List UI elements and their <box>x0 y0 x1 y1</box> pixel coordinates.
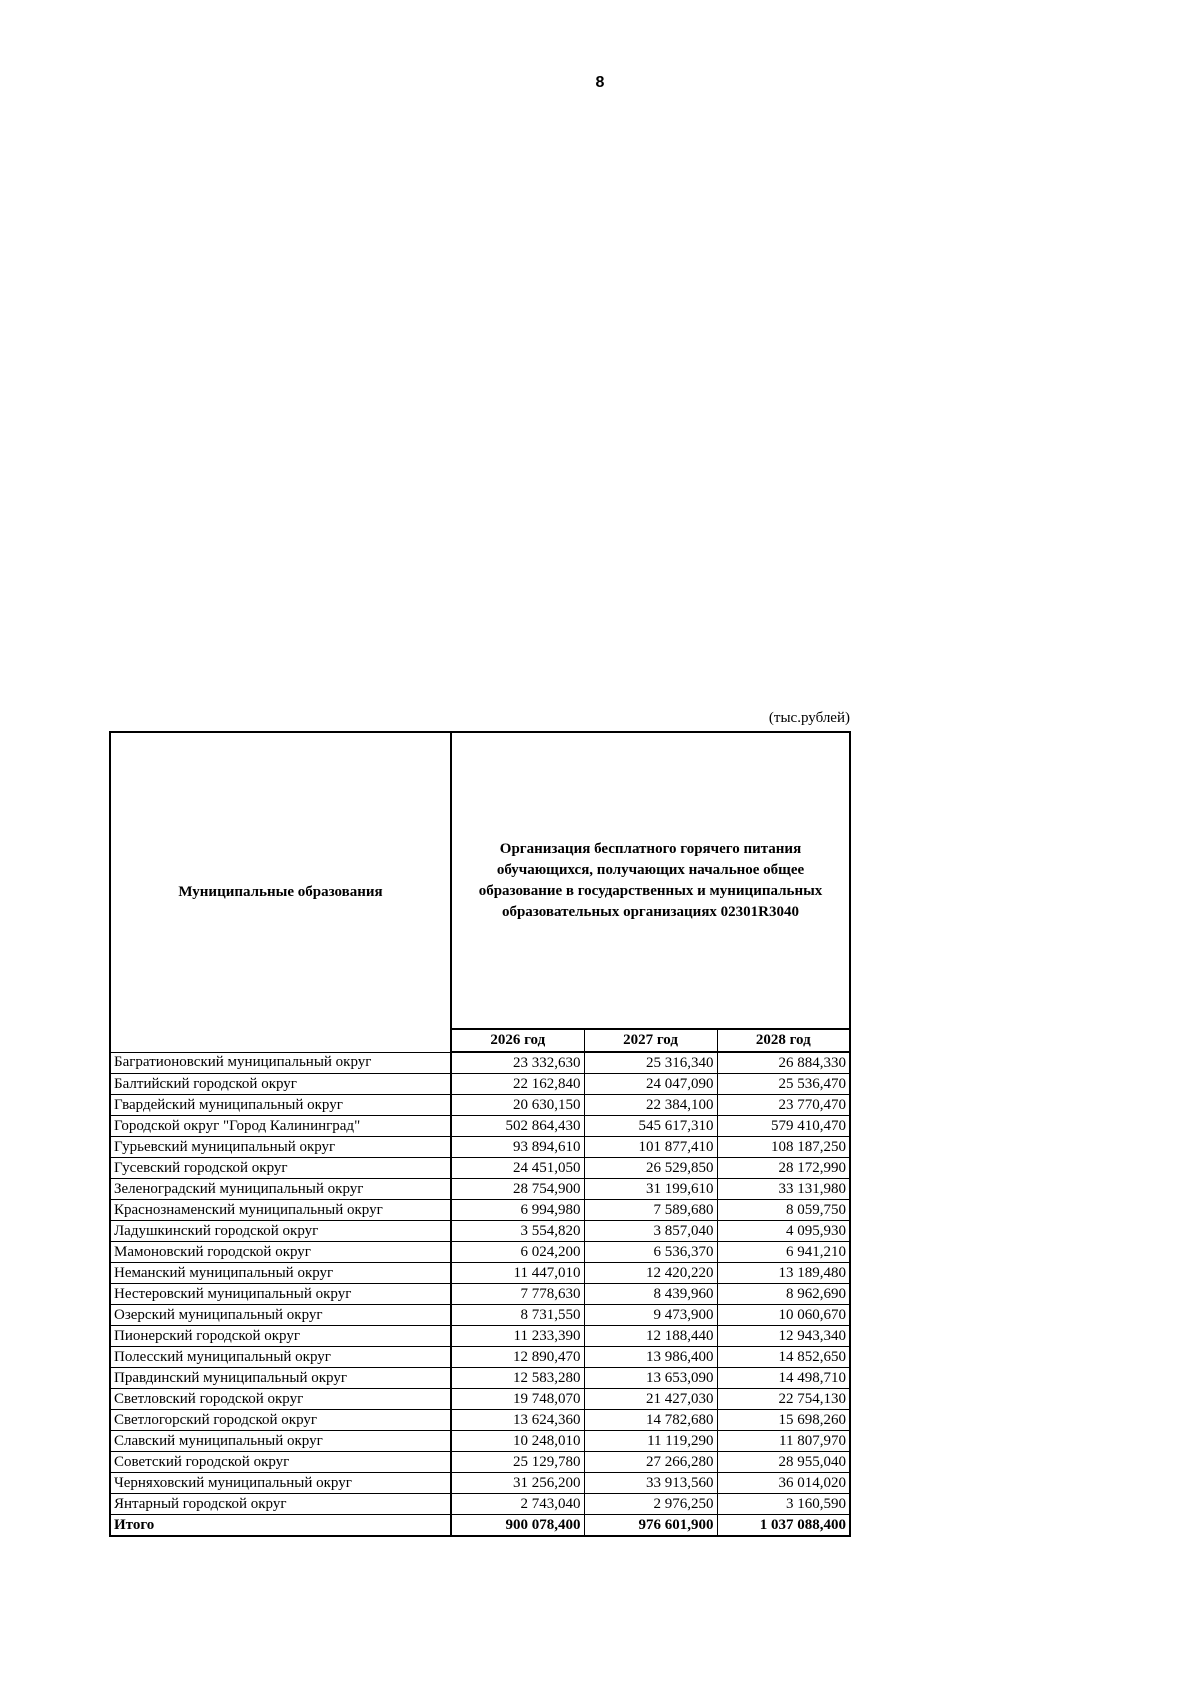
table-row <box>110 1158 850 1179</box>
table-row <box>110 1305 850 1326</box>
table-row <box>110 1095 850 1116</box>
table-body <box>110 1052 850 1536</box>
municipality-name: Нестеровский муниципальный округ <box>110 1284 451 1305</box>
value-2028: 8 059,750 <box>717 1200 850 1221</box>
table-row <box>110 1431 850 1452</box>
municipality-name: Гусевский городской округ <box>110 1158 451 1179</box>
value-2026: 6 024,200 <box>451 1242 584 1263</box>
value-2027: 27 266,280 <box>584 1452 717 1473</box>
year-header-2028: 2028 год <box>717 1029 850 1052</box>
municipality-name: Балтийский городской округ <box>110 1074 451 1095</box>
value-2028: 28 172,990 <box>717 1158 850 1179</box>
value-2027: 26 529,850 <box>584 1158 717 1179</box>
value-2028: 33 131,980 <box>717 1179 850 1200</box>
table-row <box>110 1368 850 1389</box>
table-row <box>110 1263 850 1284</box>
value-2026: 22 162,840 <box>451 1074 584 1095</box>
value-2028: 15 698,260 <box>717 1410 850 1431</box>
value-2026: 11 233,390 <box>451 1326 584 1347</box>
value-2026: 502 864,430 <box>451 1116 584 1137</box>
value-2027: 14 782,680 <box>584 1410 717 1431</box>
table-row <box>110 1494 850 1515</box>
municipality-name: Пионерский городской округ <box>110 1326 451 1347</box>
municipality-name: Багратионовский муниципальный округ <box>110 1052 451 1074</box>
value-2027: 8 439,960 <box>584 1284 717 1305</box>
total-label: Итого <box>110 1515 451 1537</box>
year-header-2026: 2026 год <box>451 1029 584 1052</box>
value-2026: 11 447,010 <box>451 1263 584 1284</box>
municipality-name: Мамоновский городской округ <box>110 1242 451 1263</box>
municipality-name: Светлогорский городской округ <box>110 1410 451 1431</box>
value-2028: 8 962,690 <box>717 1284 850 1305</box>
value-2026: 12 583,280 <box>451 1368 584 1389</box>
table-row <box>110 1052 850 1074</box>
table-row <box>110 1179 850 1200</box>
value-2028: 13 189,480 <box>717 1263 850 1284</box>
value-2028: 14 498,710 <box>717 1368 850 1389</box>
table-row <box>110 1347 850 1368</box>
value-2026: 23 332,630 <box>451 1052 584 1074</box>
value-2027: 9 473,900 <box>584 1305 717 1326</box>
table-row <box>110 1452 850 1473</box>
total-2026: 900 078,400 <box>451 1515 584 1537</box>
table-row <box>110 1326 850 1347</box>
value-2028: 6 941,210 <box>717 1242 850 1263</box>
value-2027: 3 857,040 <box>584 1221 717 1242</box>
value-2028: 22 754,130 <box>717 1389 850 1410</box>
municipality-name: Городской округ "Город Калининград" <box>110 1116 451 1137</box>
value-2028: 14 852,650 <box>717 1347 850 1368</box>
table-row <box>110 1137 850 1158</box>
municipality-name: Гвардейский муниципальный округ <box>110 1095 451 1116</box>
value-2026: 12 890,470 <box>451 1347 584 1368</box>
municipality-column-header: Муниципальные образования <box>110 732 451 1052</box>
value-2027: 6 536,370 <box>584 1242 717 1263</box>
municipality-name: Правдинский муниципальный округ <box>110 1368 451 1389</box>
units-label: (тыс.рублей) <box>768 710 850 726</box>
value-2028: 25 536,470 <box>717 1074 850 1095</box>
program-column-header: Организация бесплатного горячего питания обучающихся, получающих начальное общее образование в государственных и муниципальных образовательных организациях 02301R3040 <box>451 732 850 1029</box>
value-2027: 7 589,680 <box>584 1200 717 1221</box>
municipality-name: Краснознаменский муниципальный округ <box>110 1200 451 1221</box>
table-row <box>110 1473 850 1494</box>
budget-table <box>109 731 851 1537</box>
municipality-name: Ладушкинский городской округ <box>110 1221 451 1242</box>
value-2027: 13 986,400 <box>584 1347 717 1368</box>
municipality-name: Светловский городской округ <box>110 1389 451 1410</box>
total-2028: 1 037 088,400 <box>717 1515 850 1537</box>
municipality-name: Советский городской округ <box>110 1452 451 1473</box>
table-row <box>110 1389 850 1410</box>
value-2028: 26 884,330 <box>717 1052 850 1074</box>
value-2026: 24 451,050 <box>451 1158 584 1179</box>
municipality-name: Янтарный городской округ <box>110 1494 451 1515</box>
value-2026: 93 894,610 <box>451 1137 584 1158</box>
table-header-row <box>110 732 850 1029</box>
value-2026: 20 630,150 <box>451 1095 584 1116</box>
value-2027: 31 199,610 <box>584 1179 717 1200</box>
table-row <box>110 1284 850 1305</box>
value-2027: 21 427,030 <box>584 1389 717 1410</box>
page-number: 8 <box>595 74 605 91</box>
value-2028: 11 807,970 <box>717 1431 850 1452</box>
value-2026: 7 778,630 <box>451 1284 584 1305</box>
value-2028: 28 955,040 <box>717 1452 850 1473</box>
value-2027: 22 384,100 <box>584 1095 717 1116</box>
value-2028: 36 014,020 <box>717 1473 850 1494</box>
value-2026: 31 256,200 <box>451 1473 584 1494</box>
value-2027: 24 047,090 <box>584 1074 717 1095</box>
table-row <box>110 1221 850 1242</box>
municipality-name: Неманский муниципальный округ <box>110 1263 451 1284</box>
value-2027: 12 420,220 <box>584 1263 717 1284</box>
total-2027: 976 601,900 <box>584 1515 717 1537</box>
value-2028: 23 770,470 <box>717 1095 850 1116</box>
value-2026: 3 554,820 <box>451 1221 584 1242</box>
municipality-name: Зеленоградский муниципальный округ <box>110 1179 451 1200</box>
value-2028: 12 943,340 <box>717 1326 850 1347</box>
value-2027: 33 913,560 <box>584 1473 717 1494</box>
municipality-name: Гурьевский муниципальный округ <box>110 1137 451 1158</box>
value-2028: 108 187,250 <box>717 1137 850 1158</box>
municipality-name: Полесский муниципальный округ <box>110 1347 451 1368</box>
value-2026: 25 129,780 <box>451 1452 584 1473</box>
value-2027: 101 877,410 <box>584 1137 717 1158</box>
value-2027: 25 316,340 <box>584 1052 717 1074</box>
value-2028: 10 060,670 <box>717 1305 850 1326</box>
value-2026: 2 743,040 <box>451 1494 584 1515</box>
municipality-name: Озерский муниципальный округ <box>110 1305 451 1326</box>
table-row <box>110 1074 850 1095</box>
value-2026: 6 994,980 <box>451 1200 584 1221</box>
table-row <box>110 1200 850 1221</box>
value-2027: 12 188,440 <box>584 1326 717 1347</box>
total-row <box>110 1515 850 1537</box>
value-2026: 13 624,360 <box>451 1410 584 1431</box>
value-2028: 4 095,930 <box>717 1221 850 1242</box>
value-2026: 10 248,010 <box>451 1431 584 1452</box>
value-2028: 579 410,470 <box>717 1116 850 1137</box>
value-2027: 13 653,090 <box>584 1368 717 1389</box>
value-2027: 2 976,250 <box>584 1494 717 1515</box>
value-2026: 8 731,550 <box>451 1305 584 1326</box>
value-2028: 3 160,590 <box>717 1494 850 1515</box>
year-header-2027: 2027 год <box>584 1029 717 1052</box>
table-row <box>110 1410 850 1431</box>
municipality-name: Славский муниципальный округ <box>110 1431 451 1452</box>
value-2026: 19 748,070 <box>451 1389 584 1410</box>
table-row <box>110 1116 850 1137</box>
municipality-name: Черняховский муниципальный округ <box>110 1473 451 1494</box>
value-2027: 11 119,290 <box>584 1431 717 1452</box>
value-2027: 545 617,310 <box>584 1116 717 1137</box>
table-row <box>110 1242 850 1263</box>
value-2026: 28 754,900 <box>451 1179 584 1200</box>
